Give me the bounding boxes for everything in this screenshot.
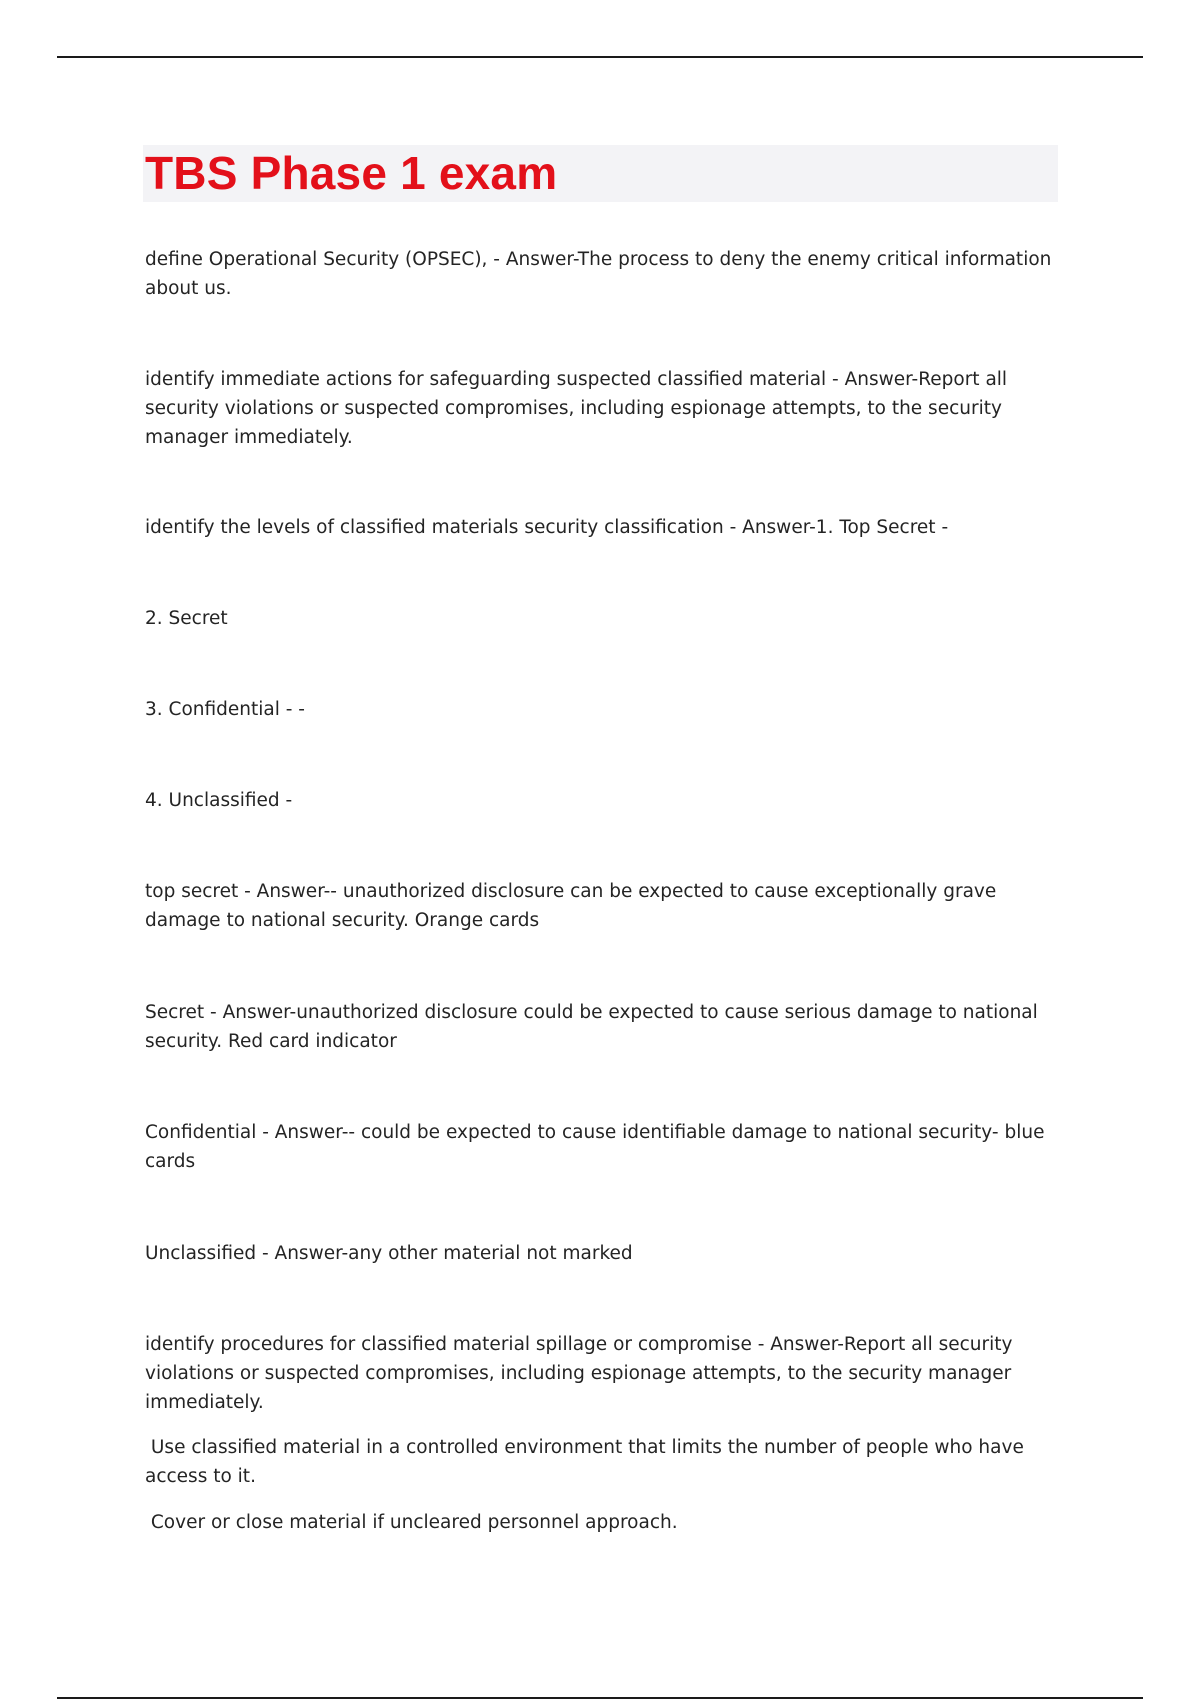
paragraph-level-secret: 2. Secret xyxy=(145,608,228,629)
paragraph-secret: Secret - Answer-unauthorized disclosure could be expected to cause serious damage to national security. Red card indicator xyxy=(145,1002,1044,1052)
paragraph-unclassified: Unclassified - Answer-any other material not marked xyxy=(145,1243,633,1264)
paragraph-level-confidential: 3. Confidential - - xyxy=(145,699,305,720)
paragraph-safeguarding: identify immediate actions for safeguarding suspected classified material - Answer-Report all security violations or suspected compromises, including espionage attempts, to the security manager immediately. xyxy=(145,369,1013,448)
paragraph-top-secret: top secret - Answer-- unauthorized disclosure can be expected to cause exceptionally grave damage to national security. Orange cards xyxy=(145,881,1003,931)
paragraph-cover-material: Cover or close material if uncleared personnel approach. xyxy=(145,1512,678,1533)
paragraph-spillage-procedures: identify procedures for classified material spillage or compromise - Answer-Report all security violations or suspected compromises, including espionage attempts, to the security manager immediately. xyxy=(145,1334,1019,1413)
bottom-rule xyxy=(57,1697,1143,1699)
paragraph-classification-levels: identify the levels of classified materials security classification - Answer-1. Top Secret - xyxy=(145,517,949,538)
paragraph-confidential: Confidential - Answer-- could be expected to cause identifiable damage to national security- blue cards xyxy=(145,1122,1051,1172)
top-rule xyxy=(57,56,1143,58)
paragraph-controlled-environment: Use classified material in a controlled environment that limits the number of people who have access to it. xyxy=(145,1437,1030,1487)
paragraph-level-unclassified: 4. Unclassified - xyxy=(145,790,293,811)
paragraph-opsec: define Operational Security (OPSEC), - Answer-The process to deny the enemy critical information about us. xyxy=(145,249,1058,299)
document-title: TBS Phase 1 exam xyxy=(145,147,558,199)
